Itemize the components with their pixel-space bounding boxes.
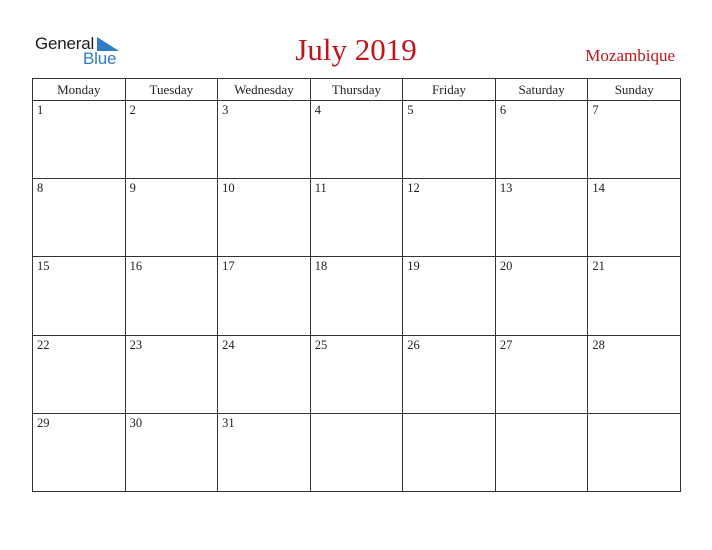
page-title: July 2019 bbox=[295, 32, 417, 67]
day-cell bbox=[33, 335, 126, 413]
day-number: 14 bbox=[592, 181, 605, 196]
day-number: 20 bbox=[499, 259, 513, 274]
day-number: 8 bbox=[37, 181, 44, 196]
day-number: 9 bbox=[129, 181, 136, 196]
day-cell bbox=[403, 335, 496, 413]
day-number: 24 bbox=[222, 337, 235, 352]
day-cell bbox=[218, 101, 311, 179]
day-cell bbox=[125, 335, 218, 413]
day-cell bbox=[495, 101, 588, 179]
day-cell bbox=[125, 179, 218, 257]
week-row bbox=[33, 179, 681, 257]
weekday-saturday: Saturday bbox=[495, 79, 588, 101]
day-cell bbox=[218, 335, 311, 413]
weekday-monday: Monday bbox=[33, 79, 126, 101]
logo-text-blue: Blue bbox=[83, 49, 117, 68]
day-number: 3 bbox=[222, 103, 229, 117]
day-cell bbox=[125, 257, 218, 335]
day-cell bbox=[125, 101, 218, 179]
day-number bbox=[311, 414, 403, 416]
day-number: 15 bbox=[37, 259, 50, 274]
day-number: 4 bbox=[314, 103, 321, 117]
day-cell bbox=[310, 413, 403, 491]
day-number bbox=[496, 414, 588, 416]
day-number: 12 bbox=[407, 181, 420, 196]
day-cell bbox=[588, 179, 681, 257]
day-number bbox=[403, 414, 495, 416]
day-number: 21 bbox=[592, 259, 605, 274]
day-cell bbox=[33, 413, 126, 491]
week-row bbox=[33, 257, 681, 335]
day-number: 26 bbox=[407, 337, 420, 352]
weekday-thursday: Thursday bbox=[310, 79, 403, 101]
weekday-tuesday: Tuesday bbox=[125, 79, 218, 101]
day-cell bbox=[495, 257, 588, 335]
weekday-sunday: Sunday bbox=[588, 79, 681, 101]
day-cell bbox=[310, 335, 403, 413]
day-cell bbox=[125, 413, 218, 491]
weekday-wednesday: Wednesday bbox=[218, 79, 311, 101]
day-cell bbox=[495, 335, 588, 413]
day-number: 31 bbox=[222, 415, 235, 430]
week-row bbox=[33, 413, 681, 491]
day-number: 10 bbox=[222, 181, 235, 196]
day-number: 5 bbox=[407, 103, 414, 117]
day-cell bbox=[310, 101, 403, 179]
day-cell bbox=[403, 413, 496, 491]
week-row bbox=[33, 101, 681, 179]
day-number: 29 bbox=[37, 415, 50, 430]
day-cell bbox=[588, 413, 681, 491]
day-number bbox=[588, 414, 680, 416]
day-cell bbox=[33, 257, 126, 335]
day-number: 23 bbox=[129, 337, 143, 352]
week-row bbox=[33, 335, 681, 413]
day-number: 19 bbox=[407, 259, 420, 274]
country-label: Mozambique bbox=[585, 46, 675, 65]
day-number: 28 bbox=[592, 337, 605, 352]
day-cell bbox=[310, 179, 403, 257]
weekday-header-row bbox=[33, 79, 681, 101]
day-cell bbox=[588, 257, 681, 335]
calendar-grid bbox=[32, 78, 681, 492]
day-cell bbox=[495, 413, 588, 491]
day-cell bbox=[403, 101, 496, 179]
day-number: 2 bbox=[129, 103, 136, 117]
day-number: 22 bbox=[37, 337, 50, 352]
day-cell bbox=[495, 179, 588, 257]
day-number: 1 bbox=[37, 103, 44, 117]
day-cell bbox=[33, 179, 126, 257]
day-cell bbox=[33, 101, 126, 179]
day-cell bbox=[403, 179, 496, 257]
day-cell bbox=[218, 179, 311, 257]
day-number: 17 bbox=[222, 259, 235, 274]
day-cell bbox=[310, 257, 403, 335]
day-number: 16 bbox=[129, 259, 143, 274]
day-number: 13 bbox=[499, 181, 513, 196]
logo-text-general: General bbox=[35, 34, 95, 53]
day-number: 6 bbox=[499, 103, 507, 117]
day-cell bbox=[588, 101, 681, 179]
weekday-friday: Friday bbox=[403, 79, 496, 101]
day-cell bbox=[218, 257, 311, 335]
day-number: 25 bbox=[314, 337, 328, 352]
day-cell bbox=[403, 257, 496, 335]
day-cell bbox=[588, 335, 681, 413]
day-cell bbox=[218, 413, 311, 491]
day-number: 7 bbox=[592, 103, 599, 117]
day-number: 11 bbox=[314, 181, 327, 196]
day-number: 18 bbox=[314, 259, 328, 274]
day-number: 27 bbox=[499, 337, 513, 352]
day-number: 30 bbox=[129, 415, 143, 430]
